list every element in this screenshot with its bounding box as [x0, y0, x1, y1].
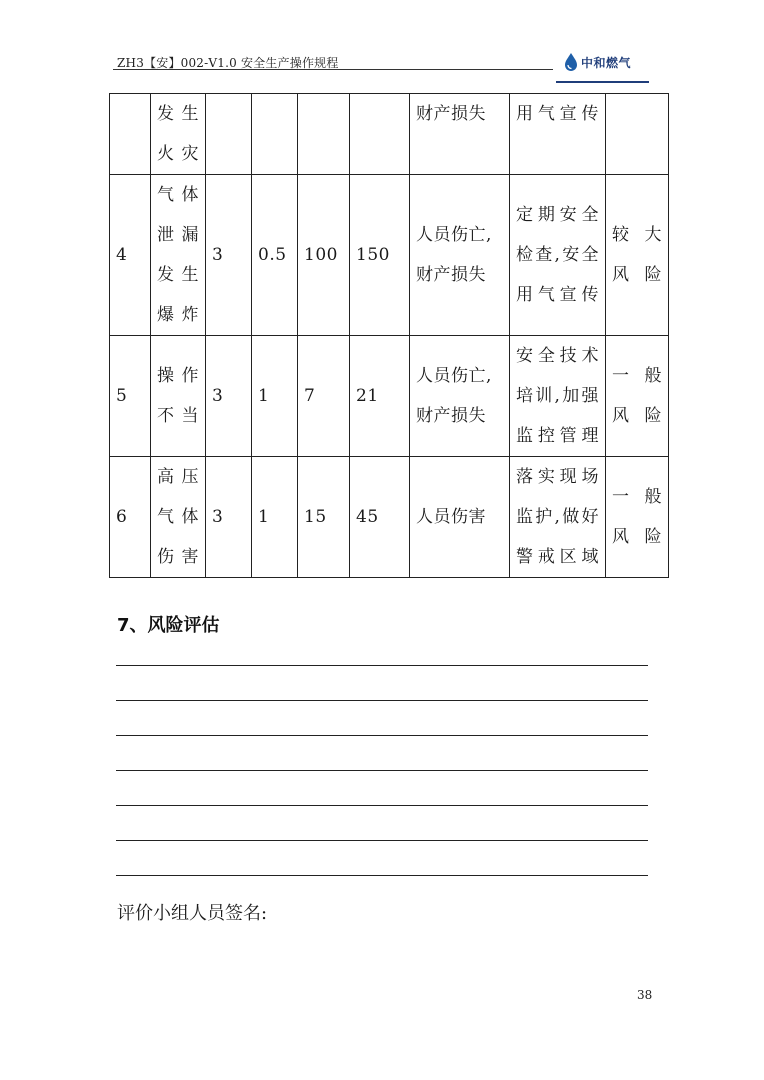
cell-consequence-line: 人员伤害 [416, 507, 486, 527]
blank-line [116, 805, 648, 806]
cell-likelihood: 3 [206, 336, 252, 457]
cell-number: 5 [110, 336, 151, 457]
document-title: ZH3【安】002-V1.0 安全生产操作规程 [117, 56, 339, 70]
cell-hazard-line: 气 体 [157, 507, 199, 527]
signature-label: 评价小组人员签名: [117, 903, 268, 924]
cell-risk-level-line: 一 般 [612, 487, 662, 507]
cell-hazard-line: 伤害 [157, 547, 199, 567]
table-row [110, 175, 669, 336]
cell-exposure: 0.5 [252, 175, 298, 336]
cell-hazard-line: 火灾 [157, 144, 199, 164]
risk-table [109, 93, 669, 578]
cell-risk-score: 45 [350, 457, 410, 578]
cell-risk-level-line: 较 大 [612, 225, 662, 245]
cell-risk-level [606, 457, 669, 578]
cell-hazard-line: 发 生 [157, 104, 199, 124]
blank-line [116, 700, 648, 701]
cell-exposure: 1 [252, 336, 298, 457]
table-row [110, 457, 669, 578]
cell-consequence-line: 人员伤亡, [416, 366, 492, 386]
cell-risk-level-line: 一 般 [612, 366, 662, 386]
cell-hazard-line: 泄漏 [157, 225, 199, 245]
cell-measures-line: 培训,加强 [516, 386, 599, 406]
cell-consequence [410, 336, 510, 457]
blank-line [116, 735, 648, 736]
logo-text: 中和燃气 [581, 55, 632, 70]
cell-hazard-line: 发 生 [157, 265, 199, 285]
cell-likelihood [206, 94, 252, 175]
cell-exposure: 1 [252, 457, 298, 578]
cell-measures-line: 监控管理 [516, 426, 599, 446]
cell-consequence-line: 财产损失 [416, 406, 486, 426]
cell-number: 4 [110, 175, 151, 336]
cell-hazard-line: 不当 [157, 406, 199, 426]
header-rule [113, 69, 553, 70]
cell-measures [510, 175, 606, 336]
cell-measures [510, 457, 606, 578]
cell-risk-level [606, 94, 669, 175]
cell-consequence-score: 15 [298, 457, 350, 578]
cell-measures-line: 监护,做好 [516, 507, 599, 527]
cell-risk-score [350, 94, 410, 175]
logo-rule [556, 81, 649, 83]
cell-measures-line: 用气宣传 [516, 104, 599, 124]
cell-hazard-line: 爆炸 [157, 305, 199, 325]
cell-consequence [410, 457, 510, 578]
cell-hazard-line: 气 体 [157, 185, 199, 205]
cell-consequence [410, 175, 510, 336]
cell-likelihood: 3 [206, 175, 252, 336]
table-row [110, 336, 669, 457]
cell-hazard-line: 操 作 [157, 366, 199, 386]
cell-number [110, 94, 151, 175]
cell-risk-score: 21 [350, 336, 410, 457]
water-drop-icon [564, 52, 578, 72]
cell-consequence-score: 7 [298, 336, 350, 457]
cell-consequence [410, 94, 510, 175]
cell-risk-level [606, 175, 669, 336]
blank-line [116, 770, 648, 771]
cell-hazard-line: 高 压 [157, 467, 199, 487]
page-number: 38 [637, 988, 653, 1002]
cell-measures-line: 安全技术 [516, 346, 599, 366]
cell-consequence-line: 财产损失 [416, 104, 486, 124]
section-title: 7、风险评估 [117, 615, 220, 636]
cell-hazard [151, 336, 206, 457]
cell-hazard [151, 175, 206, 336]
cell-measures-line: 定期安全 [516, 205, 599, 225]
cell-consequence-line: 财产损失 [416, 265, 486, 285]
cell-likelihood: 3 [206, 457, 252, 578]
cell-hazard [151, 94, 206, 175]
blank-line [116, 665, 648, 666]
cell-measures-line: 检查,安全 [516, 245, 599, 265]
cell-exposure [252, 94, 298, 175]
cell-consequence-score: 100 [298, 175, 350, 336]
cell-risk-level [606, 336, 669, 457]
cell-risk-level-line: 风险 [612, 527, 662, 547]
blank-line [116, 875, 648, 876]
cell-measures [510, 94, 606, 175]
cell-risk-score: 150 [350, 175, 410, 336]
cell-risk-level-line: 风险 [612, 406, 662, 426]
cell-hazard [151, 457, 206, 578]
table-row [110, 94, 669, 175]
cell-number: 6 [110, 457, 151, 578]
cell-risk-level-line: 风险 [612, 265, 662, 285]
cell-measures-line: 警戒区域 [516, 547, 599, 567]
cell-measures [510, 336, 606, 457]
company-logo [564, 48, 631, 76]
cell-consequence-line: 人员伤亡, [416, 225, 492, 245]
blank-line [116, 840, 648, 841]
cell-consequence-score [298, 94, 350, 175]
cell-measures-line: 用气宣传 [516, 285, 599, 305]
cell-measures-line: 落实现场 [516, 467, 599, 487]
